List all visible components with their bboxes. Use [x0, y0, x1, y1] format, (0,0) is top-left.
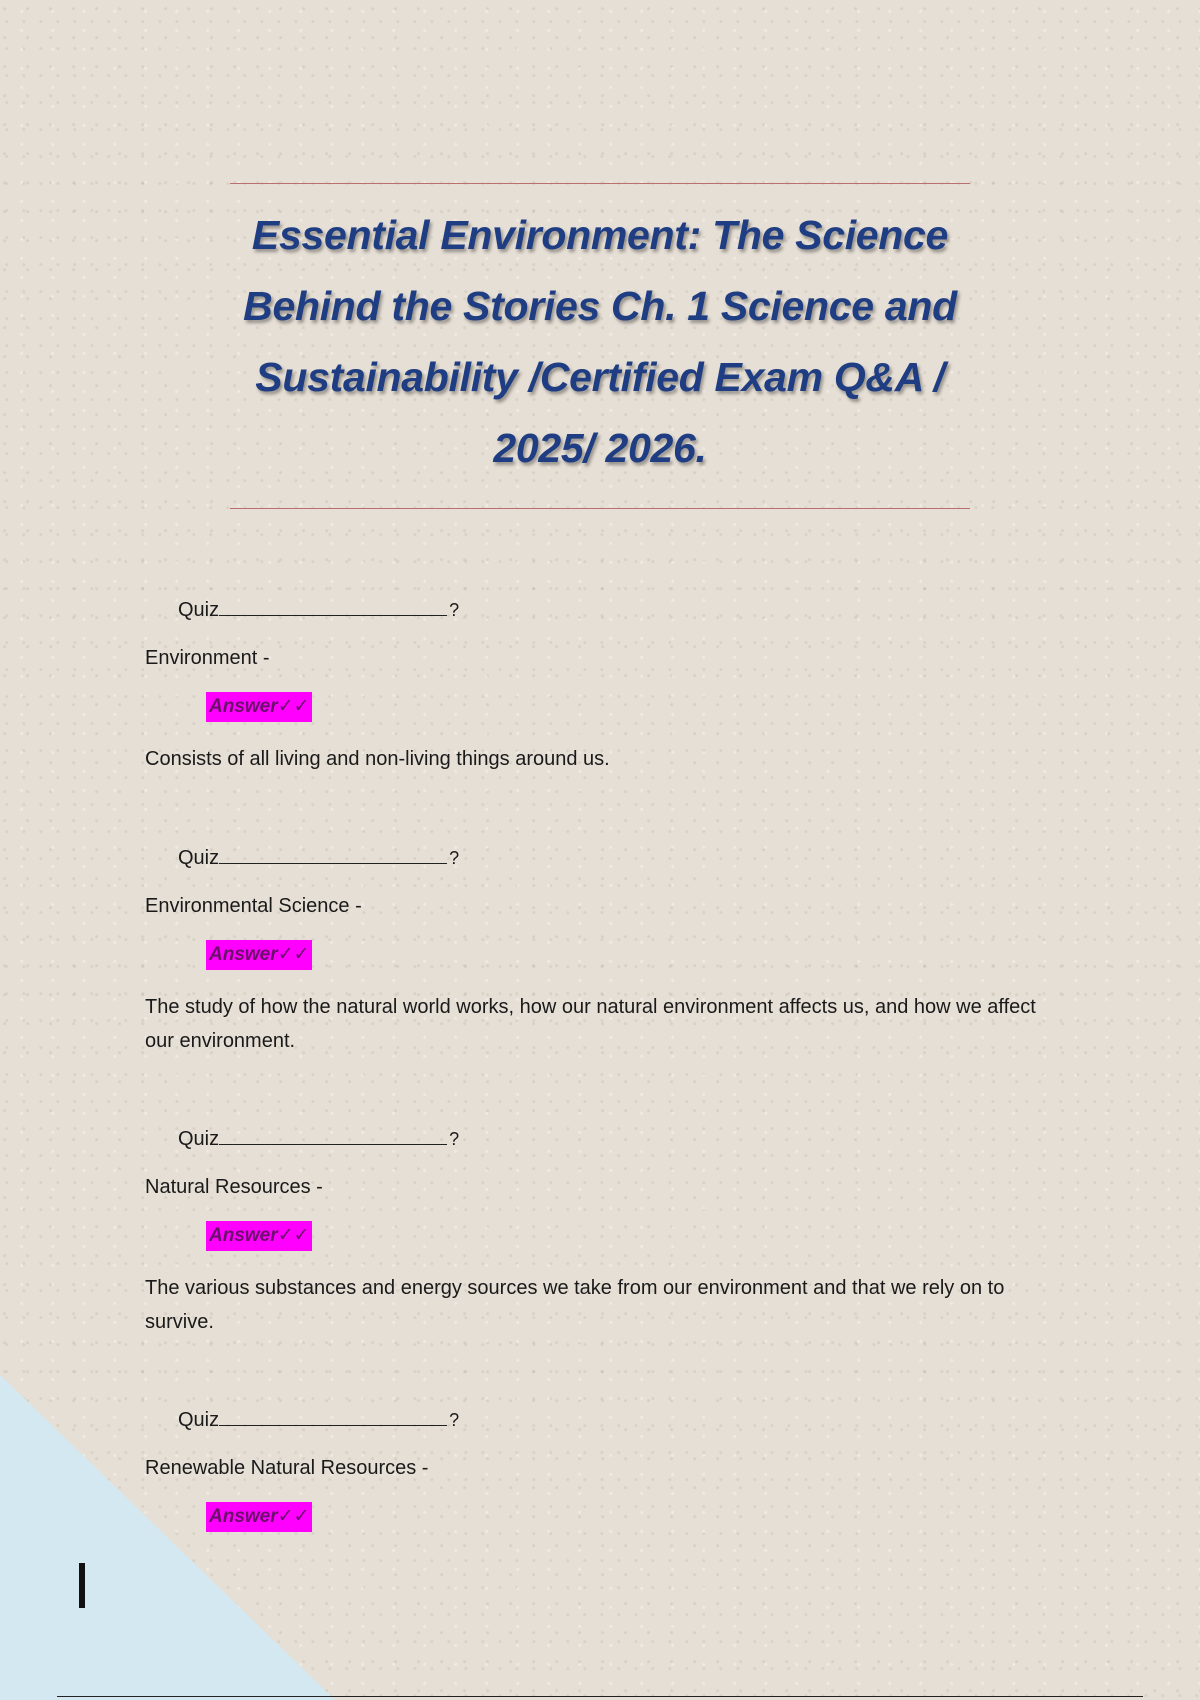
answer-label: Answer✓✓ [206, 1221, 312, 1251]
term: Environment - [145, 647, 270, 669]
quiz-blank-line [219, 1126, 447, 1145]
quiz-prompt [178, 1407, 459, 1433]
quiz-prompt [178, 1126, 459, 1152]
quiz-prompt [178, 845, 459, 871]
question-mark: ? [449, 600, 460, 620]
term: Renewable Natural Resources - [145, 1457, 429, 1479]
answer-label: Answer✓✓ [206, 1502, 312, 1532]
quiz-blank-line [219, 845, 447, 864]
title-top-rule [230, 183, 970, 184]
corner-mark [79, 1563, 85, 1608]
question-mark: ? [449, 1410, 460, 1430]
quiz-label: Quiz [178, 847, 220, 869]
term: Environmental Science - [145, 895, 362, 917]
quiz-label: Quiz [178, 599, 220, 621]
page-bottom-line [57, 1696, 1143, 1697]
title-bottom-rule [230, 508, 970, 509]
question-mark: ? [449, 1129, 460, 1149]
term: Natural Resources - [145, 1176, 323, 1198]
question-mark: ? [449, 848, 460, 868]
quiz-blank-line [219, 1407, 447, 1426]
quiz-label: Quiz [178, 1128, 220, 1150]
document-title: Essential Environment: The Science Behind the Stories Ch. 1 Science and Sustainability /Certified Exam Q&A / 2025/ 2026. [243, 212, 957, 471]
answer-label: Answer✓✓ [206, 692, 312, 722]
quiz-blank-line [219, 597, 447, 616]
answer-label: Answer✓✓ [206, 940, 312, 970]
definition: Consists of all living and non-living things around us. [145, 748, 610, 770]
quiz-prompt [178, 597, 459, 623]
definition: The study of how the natural world works, how our natural environment affects us, and how we affect our environment. [145, 996, 1036, 1052]
definition: The various substances and energy sources we take from our environment and that we rely on to survive. [145, 1277, 1005, 1333]
quiz-label: Quiz [178, 1409, 220, 1431]
